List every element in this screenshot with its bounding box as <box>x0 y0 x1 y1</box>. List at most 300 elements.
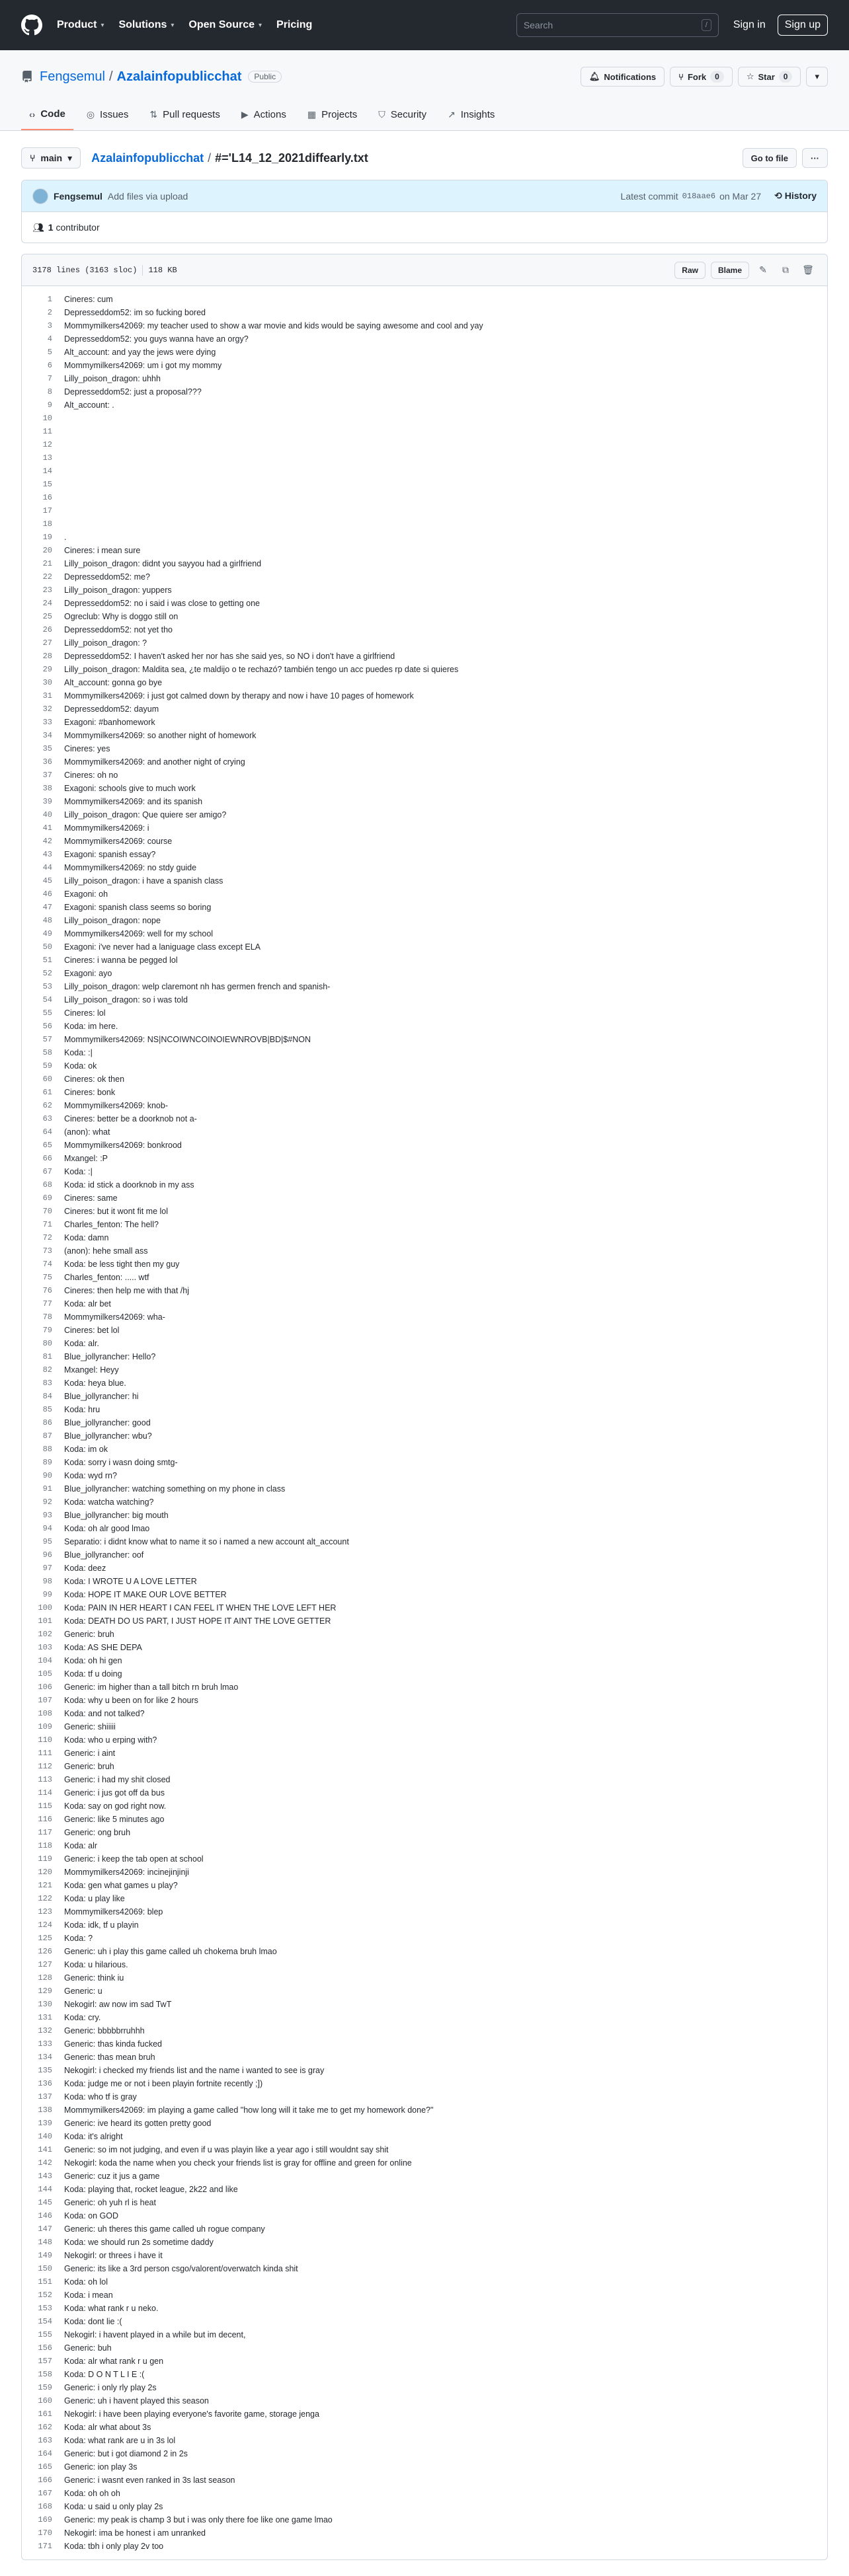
line-text: Depresseddom52: not yet tho <box>64 625 173 634</box>
history-link[interactable] <box>774 190 817 202</box>
line-number[interactable]: 21 <box>42 559 52 568</box>
line-number[interactable]: 69 <box>42 1193 52 1203</box>
line-number[interactable]: 60 <box>42 1075 52 1084</box>
line-number[interactable]: 87 <box>42 1431 52 1441</box>
line-number[interactable]: 63 <box>42 1114 52 1123</box>
line-number[interactable]: 152 <box>38 2291 52 2300</box>
pull-request-icon: ⇅ <box>149 109 158 120</box>
line-number[interactable]: 42 <box>42 837 52 846</box>
line-text: Generic: like 5 minutes ago <box>64 1815 165 1824</box>
line-number[interactable]: 82 <box>42 1365 52 1375</box>
line-number[interactable]: 78 <box>42 1312 52 1322</box>
line-number[interactable]: 38 <box>42 784 52 793</box>
line-number[interactable]: 127 <box>38 1960 52 1969</box>
code-line <box>22 2037 827 2051</box>
search-box[interactable] <box>516 13 719 37</box>
line-text: Generic: ong bruh <box>64 1828 131 1837</box>
code-line <box>22 1350 827 1363</box>
line-number[interactable]: 146 <box>38 2211 52 2220</box>
actions-icon: ▶ <box>241 109 249 120</box>
nav-solutions[interactable] <box>118 19 174 31</box>
line-number[interactable]: 16 <box>42 493 52 502</box>
line-text: Mommymilkers42069: wha- <box>64 1312 165 1322</box>
commit-sha-link[interactable]: 018aae6 <box>682 191 716 201</box>
line-number[interactable]: 33 <box>42 718 52 727</box>
line-number[interactable]: 36 <box>42 757 52 767</box>
code-line <box>22 716 827 729</box>
line-number[interactable]: 47 <box>42 903 52 912</box>
line-number[interactable]: 144 <box>38 2185 52 2194</box>
path-actions <box>743 148 828 168</box>
breadcrumb-separator: / <box>208 151 212 165</box>
code-line <box>22 2024 827 2037</box>
line-number[interactable]: 59 <box>42 1061 52 1071</box>
line-number[interactable]: 22 <box>42 572 52 582</box>
tab-insights[interactable] <box>440 103 503 130</box>
line-text: Koda: dont lie :( <box>64 2317 122 2326</box>
nav-product[interactable] <box>57 19 104 31</box>
tab-security[interactable] <box>370 103 434 130</box>
line-text: . <box>64 533 67 542</box>
line-number[interactable]: 108 <box>38 1709 52 1718</box>
code-line <box>22 306 827 319</box>
line-text: Koda: ok <box>64 1061 97 1071</box>
line-number[interactable]: 10 <box>42 414 52 423</box>
line-number[interactable]: 170 <box>38 2528 52 2538</box>
line-number[interactable]: 73 <box>42 1246 52 1256</box>
line-number[interactable]: 50 <box>42 942 52 952</box>
line-number[interactable]: 56 <box>42 1022 52 1031</box>
line-number[interactable]: 110 <box>38 1735 52 1745</box>
sign-up-button[interactable]: Sign up <box>778 15 828 36</box>
star-count: 0 <box>779 71 793 83</box>
github-logo-icon[interactable] <box>21 15 42 36</box>
line-number[interactable]: 95 <box>42 1537 52 1546</box>
line-number[interactable]: 7 <box>47 374 52 383</box>
code-line <box>22 1601 827 1614</box>
edit-pencil-icon[interactable]: ✎ <box>759 264 767 275</box>
code-line <box>22 980 827 993</box>
line-number[interactable]: 130 <box>38 2000 52 2009</box>
line-number[interactable]: 112 <box>38 1762 52 1771</box>
code-line <box>22 1244 827 1258</box>
repo-name-link[interactable]: Azalainfopublicchat <box>116 69 242 84</box>
line-number[interactable]: 162 <box>38 2423 52 2432</box>
line-number[interactable]: 169 <box>38 2515 52 2524</box>
code-line <box>22 1998 827 2011</box>
line-text: Koda: what rank r u neko. <box>64 2304 159 2313</box>
line-number[interactable]: 136 <box>38 2079 52 2088</box>
line-number[interactable]: 70 <box>42 1207 52 1216</box>
line-number[interactable]: 159 <box>38 2383 52 2392</box>
code-line <box>22 1562 827 1575</box>
copy-icon[interactable]: ⧉ <box>782 264 789 275</box>
notifications-button[interactable] <box>581 67 665 87</box>
line-number[interactable]: 90 <box>42 1471 52 1480</box>
code-line <box>22 874 827 888</box>
line-number[interactable]: 23 <box>42 586 52 595</box>
line-text: Generic: my peak is champ 3 but i was only there foe like one game lmao <box>64 2515 333 2524</box>
line-number[interactable]: 68 <box>42 1180 52 1190</box>
line-text: Charles_fenton: ..... wtf <box>64 1273 149 1282</box>
sign-in-link[interactable]: Sign in <box>733 19 766 30</box>
code-line <box>22 2474 827 2487</box>
line-number[interactable]: 48 <box>42 916 52 925</box>
avatar[interactable] <box>32 188 48 204</box>
line-text: Generic: i aint <box>64 1749 116 1758</box>
line-text: Generic: thas mean bruh <box>64 2053 155 2062</box>
code-line <box>22 531 827 544</box>
line-number[interactable]: 62 <box>42 1101 52 1110</box>
line-number[interactable]: 35 <box>42 744 52 753</box>
line-text: Cineres: same <box>64 1193 118 1203</box>
line-number[interactable]: 115 <box>38 1801 52 1811</box>
line-number[interactable]: 107 <box>38 1696 52 1705</box>
tab-projects[interactable] <box>300 103 365 130</box>
line-number[interactable]: 20 <box>42 546 52 555</box>
line-number[interactable]: 139 <box>38 2119 52 2128</box>
tab-actions[interactable] <box>233 103 294 130</box>
line-number[interactable]: 106 <box>38 1683 52 1692</box>
repo-header <box>0 50 849 131</box>
line-number[interactable]: 84 <box>42 1392 52 1401</box>
code-line <box>22 385 827 398</box>
line-number[interactable]: 157 <box>38 2357 52 2366</box>
tab-code[interactable] <box>21 103 73 130</box>
line-number[interactable]: 76 <box>42 1286 52 1295</box>
line-text: Cineres: bet lol <box>64 1326 120 1335</box>
line-number[interactable]: 12 <box>42 440 52 449</box>
line-number[interactable]: 80 <box>42 1339 52 1348</box>
line-number[interactable]: 151 <box>38 2277 52 2287</box>
line-number[interactable]: 148 <box>38 2238 52 2247</box>
line-text: Generic: u <box>64 1987 102 1996</box>
line-number[interactable]: 156 <box>38 2343 52 2353</box>
line-number[interactable]: 88 <box>42 1445 52 1454</box>
line-number[interactable]: 92 <box>42 1497 52 1507</box>
line-number[interactable]: 155 <box>38 2330 52 2339</box>
line-text: Generic: i wasnt even ranked in 3s last season <box>64 2476 235 2485</box>
line-text: Generic: bruh <box>64 1762 114 1771</box>
commit-message-link[interactable]: Add files via upload <box>107 190 188 202</box>
code-line <box>22 729 827 742</box>
code-line <box>22 1006 827 1020</box>
line-number[interactable]: 31 <box>42 691 52 701</box>
line-number[interactable]: 2 <box>47 308 52 317</box>
line-number[interactable]: 167 <box>38 2489 52 2498</box>
nav-pricing[interactable]: Pricing <box>276 19 313 30</box>
line-number[interactable]: 79 <box>42 1326 52 1335</box>
nav-solutions-label: Solutions <box>118 19 167 30</box>
line-number[interactable]: 54 <box>42 995 52 1004</box>
line-number[interactable]: 109 <box>38 1722 52 1731</box>
line-number[interactable]: 26 <box>42 625 52 634</box>
line-number[interactable]: 3 <box>47 321 52 330</box>
line-number[interactable]: 114 <box>38 1788 52 1798</box>
line-number[interactable]: 165 <box>38 2462 52 2472</box>
code-line <box>22 2222 827 2236</box>
line-number[interactable]: 111 <box>38 1749 52 1758</box>
line-number[interactable]: 17 <box>42 506 52 515</box>
code-line <box>22 1918 827 1932</box>
line-text: Nekogirl: i checked my friends list and the name i wanted to see is gray <box>64 2066 325 2075</box>
line-number[interactable]: 57 <box>42 1035 52 1044</box>
line-number[interactable]: 85 <box>42 1405 52 1414</box>
star-button[interactable] <box>738 67 801 87</box>
line-number[interactable]: 15 <box>42 480 52 489</box>
line-number[interactable]: 19 <box>42 533 52 542</box>
line-number[interactable]: 154 <box>38 2317 52 2326</box>
line-number[interactable]: 91 <box>42 1484 52 1494</box>
line-number[interactable]: 52 <box>42 969 52 978</box>
line-number[interactable]: 171 <box>38 2542 52 2551</box>
code-line <box>22 1165 827 1178</box>
line-number[interactable]: 41 <box>42 823 52 833</box>
line-text: Koda: oh alr good lmao <box>64 1524 150 1533</box>
tab-issues-label: Issues <box>100 109 129 120</box>
line-number[interactable]: 150 <box>38 2264 52 2273</box>
line-number[interactable]: 140 <box>38 2132 52 2141</box>
line-text: Koda: oh hi gen <box>64 1656 122 1665</box>
line-number[interactable]: 128 <box>38 1973 52 1983</box>
line-number[interactable]: 118 <box>38 1841 52 1850</box>
fork-label: Fork <box>687 71 707 82</box>
branch-selector[interactable] <box>21 147 81 169</box>
line-number[interactable]: 72 <box>42 1233 52 1242</box>
line-number[interactable]: 64 <box>42 1127 52 1137</box>
line-text: Generic: oh yuh rl is heat <box>64 2198 156 2207</box>
line-number[interactable]: 81 <box>42 1352 52 1361</box>
line-number[interactable]: 105 <box>38 1669 52 1679</box>
fork-button[interactable] <box>670 67 733 87</box>
code-line <box>22 2302 827 2315</box>
line-text: Mommymilkers42069: knob- <box>64 1101 168 1110</box>
trash-icon[interactable]: 🗑︎ <box>802 264 814 275</box>
line-text: Blue_jollyrancher: big mouth <box>64 1511 169 1520</box>
code-line <box>22 1073 827 1086</box>
line-number[interactable]: 55 <box>42 1008 52 1018</box>
line-text: Cineres: ok then <box>64 1075 125 1084</box>
tab-pull-requests[interactable] <box>142 103 227 130</box>
line-number[interactable]: 14 <box>42 467 52 476</box>
line-number[interactable]: 40 <box>42 810 52 819</box>
line-number[interactable]: 24 <box>42 599 52 608</box>
repo-icon <box>21 71 33 83</box>
line-text: Cineres: cum <box>64 295 113 304</box>
line-text: Koda: who tf is gray <box>64 2092 137 2102</box>
line-number[interactable]: 58 <box>42 1048 52 1057</box>
line-number[interactable]: 166 <box>38 2476 52 2485</box>
line-number[interactable]: 161 <box>38 2409 52 2419</box>
line-number[interactable]: 1 <box>47 295 52 304</box>
code-line <box>22 927 827 940</box>
line-number[interactable]: 6 <box>47 361 52 370</box>
contributors-label[interactable]: contributor <box>56 222 100 233</box>
line-number[interactable]: 27 <box>42 638 52 648</box>
line-number[interactable]: 5 <box>47 348 52 357</box>
repo-actions <box>581 67 828 87</box>
line-number[interactable]: 28 <box>42 652 52 661</box>
line-text: Koda: be less tight then my guy <box>64 1260 180 1269</box>
line-text: Koda: sorry i wasn doing smtg- <box>64 1458 178 1467</box>
line-number[interactable]: 51 <box>42 956 52 965</box>
line-number[interactable]: 103 <box>38 1643 52 1652</box>
line-number[interactable]: 142 <box>38 2158 52 2168</box>
breadcrumb-file-name: #='L14_12_2021diffearly.txt <box>215 151 368 165</box>
line-number[interactable]: 43 <box>42 850 52 859</box>
line-text: Koda: u said u only play 2s <box>64 2502 163 2511</box>
line-number[interactable]: 77 <box>42 1299 52 1308</box>
line-text: Generic: thas kinda fucked <box>64 2039 162 2049</box>
line-number[interactable]: 134 <box>38 2053 52 2062</box>
line-number[interactable]: 126 <box>38 1947 52 1956</box>
line-number[interactable]: 37 <box>42 771 52 780</box>
more-options-button[interactable] <box>802 148 828 168</box>
line-number[interactable]: 97 <box>42 1564 52 1573</box>
line-number[interactable]: 45 <box>42 876 52 886</box>
line-number[interactable]: 160 <box>38 2396 52 2406</box>
line-number[interactable]: 116 <box>38 1815 52 1824</box>
line-number[interactable]: 96 <box>42 1550 52 1560</box>
line-text: Ogreclub: Why is doggo still on <box>64 612 179 621</box>
line-number[interactable]: 11 <box>42 427 52 436</box>
go-to-file-button[interactable]: Go to file <box>743 148 797 168</box>
line-number[interactable]: 25 <box>42 612 52 621</box>
line-number[interactable]: 46 <box>42 890 52 899</box>
code-line <box>22 636 827 650</box>
code-line <box>22 2487 827 2500</box>
line-number[interactable]: 61 <box>42 1088 52 1097</box>
code-line <box>22 1496 827 1509</box>
code-line <box>22 1614 827 1628</box>
line-number[interactable]: 9 <box>47 400 52 410</box>
line-text: Generic: cuz it jus a game <box>64 2172 160 2181</box>
line-number[interactable]: 117 <box>38 1828 52 1837</box>
line-number[interactable]: 145 <box>38 2198 52 2207</box>
line-number[interactable]: 147 <box>38 2224 52 2234</box>
line-number[interactable]: 102 <box>38 1630 52 1639</box>
tab-issues[interactable] <box>79 103 137 130</box>
star-dropdown-button[interactable] <box>806 67 828 87</box>
line-number[interactable]: 122 <box>38 1894 52 1903</box>
line-number[interactable]: 53 <box>42 982 52 991</box>
line-number[interactable]: 135 <box>38 2066 52 2075</box>
line-number[interactable]: 163 <box>38 2436 52 2445</box>
line-number[interactable]: 66 <box>42 1154 52 1163</box>
line-number[interactable]: 138 <box>38 2105 52 2115</box>
line-number[interactable]: 168 <box>38 2502 52 2511</box>
line-number[interactable]: 100 <box>38 1603 52 1612</box>
line-number[interactable]: 83 <box>42 1379 52 1388</box>
line-text: Exagoni: spanish class seems so boring <box>64 903 212 912</box>
line-number[interactable]: 124 <box>38 1920 52 1930</box>
line-number[interactable]: 93 <box>42 1511 52 1520</box>
line-text: Koda: watcha watching? <box>64 1497 154 1507</box>
star-icon: ☆ <box>746 71 754 81</box>
line-number[interactable]: 13 <box>42 453 52 463</box>
line-number[interactable]: 18 <box>42 519 52 529</box>
repo-title-row <box>21 63 828 90</box>
line-number[interactable]: 99 <box>42 1590 52 1599</box>
line-number[interactable]: 39 <box>42 797 52 806</box>
line-number[interactable]: 71 <box>42 1220 52 1229</box>
line-text: Lilly_poison_dragon: i have a spanish class <box>64 876 223 886</box>
line-number[interactable]: 132 <box>38 2026 52 2035</box>
line-text: Cineres: better be a doorknob not a- <box>64 1114 197 1123</box>
line-number[interactable]: 125 <box>38 1934 52 1943</box>
raw-button[interactable]: Raw <box>674 262 706 279</box>
line-number[interactable]: 86 <box>42 1418 52 1427</box>
line-number[interactable]: 104 <box>38 1656 52 1665</box>
line-number[interactable]: 98 <box>42 1577 52 1586</box>
line-number[interactable]: 119 <box>38 1854 52 1864</box>
line-number[interactable]: 113 <box>38 1775 52 1784</box>
line-number[interactable]: 75 <box>42 1273 52 1282</box>
code-line <box>22 1694 827 1707</box>
line-number[interactable]: 94 <box>42 1524 52 1533</box>
line-text: Koda: cry. <box>64 2013 101 2022</box>
repo-owner-link[interactable]: Fengsemul <box>40 69 105 84</box>
code-line <box>22 1773 827 1786</box>
code-line <box>22 2064 827 2077</box>
line-number[interactable]: 4 <box>47 334 52 344</box>
line-number[interactable]: 164 <box>38 2449 52 2458</box>
line-number[interactable]: 65 <box>42 1141 52 1150</box>
line-text: Alt_account: and yay the jews were dying <box>64 348 216 357</box>
code-line <box>22 1747 827 1760</box>
contributors-row <box>22 212 827 243</box>
line-number[interactable]: 44 <box>42 863 52 872</box>
line-number[interactable]: 101 <box>38 1616 52 1626</box>
line-number[interactable]: 34 <box>42 731 52 740</box>
line-number[interactable]: 149 <box>38 2251 52 2260</box>
blame-button[interactable]: Blame <box>711 262 749 279</box>
line-number[interactable]: 74 <box>42 1260 52 1269</box>
line-number[interactable]: 120 <box>38 1868 52 1877</box>
line-number[interactable]: 133 <box>38 2039 52 2049</box>
file-path-row <box>21 147 828 169</box>
line-number[interactable]: 32 <box>42 704 52 714</box>
line-text: Koda: im here. <box>64 1022 118 1031</box>
line-number[interactable]: 49 <box>42 929 52 938</box>
line-number[interactable]: 121 <box>38 1881 52 1890</box>
line-number[interactable]: 137 <box>38 2092 52 2102</box>
line-text: Koda: PAIN IN HER HEART I CAN FEEL IT WHEN THE LOVE LEFT HER <box>64 1603 337 1612</box>
line-number[interactable]: 67 <box>42 1167 52 1176</box>
code-line <box>22 2170 827 2183</box>
line-number[interactable]: 141 <box>38 2145 52 2154</box>
line-number[interactable]: 143 <box>38 2172 52 2181</box>
commit-author-link[interactable]: Fengsemul <box>54 190 102 202</box>
line-number[interactable]: 8 <box>47 387 52 397</box>
line-number[interactable]: 30 <box>42 678 52 687</box>
search-input[interactable] <box>524 20 682 30</box>
line-text: Koda: deez <box>64 1564 106 1573</box>
breadcrumb-repo-link[interactable]: Azalainfopublicchat <box>91 151 204 165</box>
line-number[interactable]: 153 <box>38 2304 52 2313</box>
line-number[interactable]: 123 <box>38 1907 52 1916</box>
nav-open-source[interactable] <box>188 19 262 31</box>
code-line <box>22 967 827 980</box>
line-number[interactable]: 131 <box>38 2013 52 2022</box>
global-nav <box>57 19 312 31</box>
line-number[interactable]: 158 <box>38 2370 52 2379</box>
code-line <box>22 1852 827 1866</box>
line-number[interactable]: 129 <box>38 1987 52 1996</box>
line-number[interactable]: 89 <box>42 1458 52 1467</box>
line-number[interactable]: 29 <box>42 665 52 674</box>
code-icon: ‹› <box>29 108 36 120</box>
